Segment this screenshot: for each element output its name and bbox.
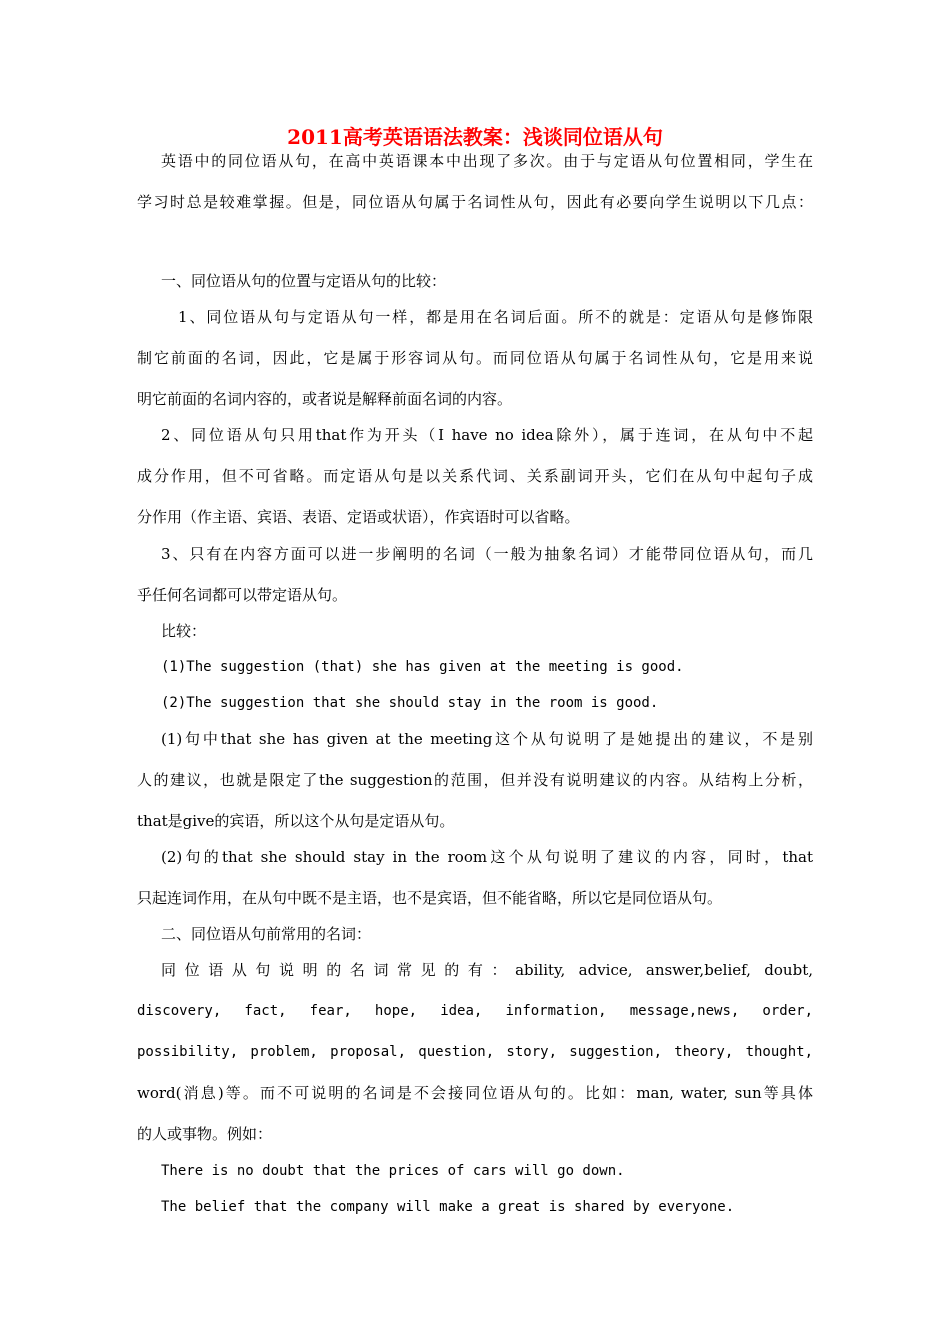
example-sentence-3: There is no doubt that the prices of cars will go down. xyxy=(161,1163,625,1179)
point1-line-2: 制它前面的名词，因此，它是属于形容词从句。而同位语从句属于名词性从句，它是用来说 xyxy=(137,349,813,367)
example-sentence-2: (2)The suggestion that she should stay in the room is good. xyxy=(161,695,659,711)
section2-heading: 二、同位语从句前常用的名词： xyxy=(161,925,372,943)
document-title: 2011高考英语语法教案：浅谈同位语从句 xyxy=(287,125,663,149)
analysis1-line-2: 人的建议，也就是限定了the suggestion的范围，但并没有说明建议的内容。从结构上分析， xyxy=(137,771,813,789)
example-sentence-4: The belief that the company will make a great is shared by everyone. xyxy=(161,1199,735,1215)
point3-line-1: 3、只有在内容方面可以进一步阐明的名词（一般为抽象名词）才能带同位语从句，而几 xyxy=(161,545,813,563)
analysis2-line-1: (2)句的that she should stay in the room这个从句说明了建议的内容，同时，that xyxy=(161,848,813,866)
point3-line-2: 乎任何名词都可以带定语从句。 xyxy=(137,586,348,604)
point1-line-1: 1、同位语从句与定语从句一样，都是用在名词后面。所不的就是：定语从句是修饰限 xyxy=(178,308,813,326)
nouns-line-1: 同位语从句说明的名词常见的有：ability, advice, answer,belief, doubt, xyxy=(161,961,813,979)
point2-line-3: 分作用（作主语、宾语、表语、定语或状语），作宾语时可以省略。 xyxy=(137,508,580,526)
analysis2-line-2: 只起连词作用，在从句中既不是主语，也不是宾语，但不能省略，所以它是同位语从句。 xyxy=(137,889,723,907)
intro-line-2: 学习时总是较难掌握。但是，同位语从句属于名词性从句，因此有必要向学生说明以下几点： xyxy=(137,193,813,211)
analysis1-line-1: (1)句中that she has given at the meeting这个从句说明了是她提出的建议，不是别 xyxy=(161,730,813,748)
intro-line-1: 英语中的同位语从句，在高中英语课本中出现了多次。由于与定语从句位置相同，学生在 xyxy=(161,152,813,170)
nouns-line-2: discovery, fact, fear, hope, idea, information, message,news, order, xyxy=(137,1003,813,1019)
compare-label: 比较： xyxy=(161,622,207,640)
nouns-line-4: word(消息)等。而不可说明的名词是不会接同位语从句的。比如：man, water, sun等具体 xyxy=(137,1084,813,1102)
point1-line-3: 明它前面的名词内容的，或者说是解释前面名词的内容。 xyxy=(137,390,513,408)
point2-line-1: 2、同位语从句只用that作为开头（I have no idea除外），属于连词，在从句中不起 xyxy=(161,426,813,444)
analysis1-line-3: that是give的宾语，所以这个从句是定语从句。 xyxy=(137,812,455,830)
nouns-line-3: possibility, problem, proposal, question, story, suggestion, theory, thought, xyxy=(137,1044,813,1060)
point2-line-2: 成分作用，但不可省略。而定语从句是以关系代词、关系副词开头，它们在从句中起句子成 xyxy=(137,467,813,485)
example-sentence-1: (1)The suggestion (that) she has given at the meeting is good. xyxy=(161,659,684,675)
nouns-line-5: 的人或事物。例如： xyxy=(137,1125,273,1143)
section1-heading: 一、同位语从句的位置与定语从句的比较： xyxy=(161,272,447,290)
